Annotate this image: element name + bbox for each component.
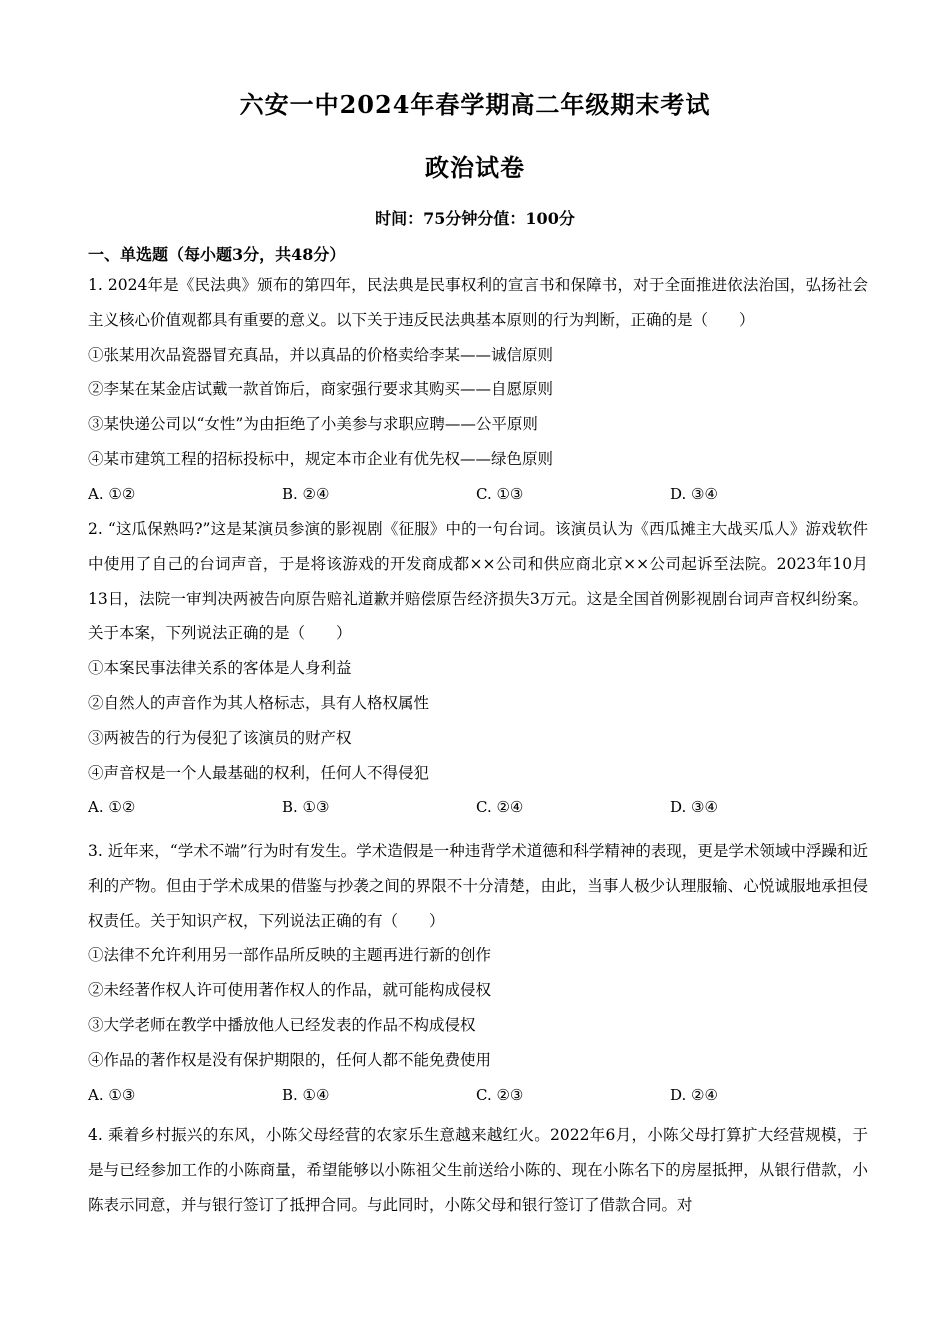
option-a: A. ①② — [88, 484, 136, 503]
question-4 — [88, 1118, 868, 1222]
statement-item: ③某快递公司以“女性”为由拒绝了小美参与求职应聘——公平原则 — [88, 415, 538, 434]
question-3 — [88, 834, 868, 1112]
exam-meta: 时间：75分钟分值：100分 — [375, 209, 575, 228]
statement-item: ①本案民事法律关系的客体是人身利益 — [88, 659, 352, 678]
answer-options — [88, 790, 868, 825]
statement-item: ①张某用次品瓷器冒充真品，并以真品的价格卖给李某——诚信原则 — [88, 345, 554, 364]
option-b: B. ①③ — [282, 798, 330, 817]
question-stem: 1. 2024年是《民法典》颁布的第四年，民法典是民事权利的宣言书和保障书，对于全面推进依法治国，弘扬社会主义核心价值观都具有重要的意义。以下关于违反民法典基本原则的行为判断，正确的是（ ） — [88, 276, 868, 329]
statement-item: ②未经著作权人许可使用著作权人的作品，就可能构成侵权 — [88, 981, 492, 1000]
option-d: D. ③④ — [670, 484, 718, 503]
statement-item: ④某市建筑工程的招标投标中，规定本市企业有优先权——绿色原则 — [88, 449, 554, 468]
option-b: B. ①④ — [282, 1085, 330, 1104]
statement-item: ③大学老师在教学中播放他人已经发表的作品不构成侵权 — [88, 1015, 476, 1034]
statement-item: ④声音权是一个人最基础的权利，任何人不得侵犯 — [88, 763, 430, 782]
statement-item: ④作品的著作权是没有保护期限的，任何人都不能免费使用 — [88, 1050, 492, 1069]
question-1 — [88, 268, 868, 512]
question-stem: 2. “这瓜保熟吗?”这是某演员参演的影视剧《征服》中的一句台词。该演员认为《西瓜摊主大战买瓜人》游戏软件中使用了自己的台词声音，于是将该游戏的开发商成都××公司和供应商北京××公司起诉至法院。2023年10月13日，法院一审判决两被告向原告赔礼道歉并赔偿原告经济损失3万元。这是全国首例影视剧台词声音权纠纷案。关于本案，下列说法正确的是（ ） — [88, 520, 868, 643]
option-d: D. ③④ — [670, 798, 718, 817]
exam-title: 六安一中2024年春学期高二年级期末考试 — [239, 90, 711, 119]
question-stem: 3. 近年来，“学术不端”行为时有发生。学术造假是一种违背学术道德和科学精神的表现，更是学术领域中浮躁和近利的产物。但由于学术成果的借鉴与抄袭之间的界限不十分清楚，由此，当事人极少认理服输、心悦诚服地承担侵权责任。关于知识产权，下列说法正确的有（ ） — [88, 842, 868, 930]
answer-options — [88, 1078, 868, 1113]
statement-item: ②自然人的声音作为其人格标志，具有人格权属性 — [88, 693, 430, 712]
statement-item: ②李某在某金店试戴一款首饰后，商家强行要求其购买——自愿原则 — [88, 380, 554, 399]
exam-subtitle: 政治试卷 — [425, 153, 525, 182]
statement-item: ①法律不允许利用另一部作品所反映的主题再进行新的创作 — [88, 946, 492, 965]
option-a: A. ①② — [88, 798, 136, 817]
question-stem: 4. 乘着乡村振兴的东风，小陈父母经营的农家乐生意越来越红火。2022年6月，小陈父母打算扩大经营规模，于是与已经参加工作的小陈商量，希望能够以小陈祖父生前送给小陈的、现在小陈名下的房屋抵押，从银行借款，小陈表示同意，并与银行签订了抵押合同。与此同时，小陈父母和银行签订了借款合同。对 — [88, 1126, 868, 1214]
option-d: D. ②④ — [670, 1085, 718, 1104]
option-a: A. ①③ — [88, 1085, 136, 1104]
option-c: C. ②③ — [476, 1085, 524, 1104]
section-heading: 一、单选题（每小题3分，共48分） — [88, 245, 346, 264]
option-b: B. ②④ — [282, 484, 330, 503]
option-c: C. ②④ — [476, 798, 524, 817]
question-2 — [88, 512, 868, 825]
answer-options — [88, 477, 868, 512]
statement-item: ③两被告的行为侵犯了该演员的财产权 — [88, 728, 352, 747]
option-c: C. ①③ — [476, 484, 524, 503]
